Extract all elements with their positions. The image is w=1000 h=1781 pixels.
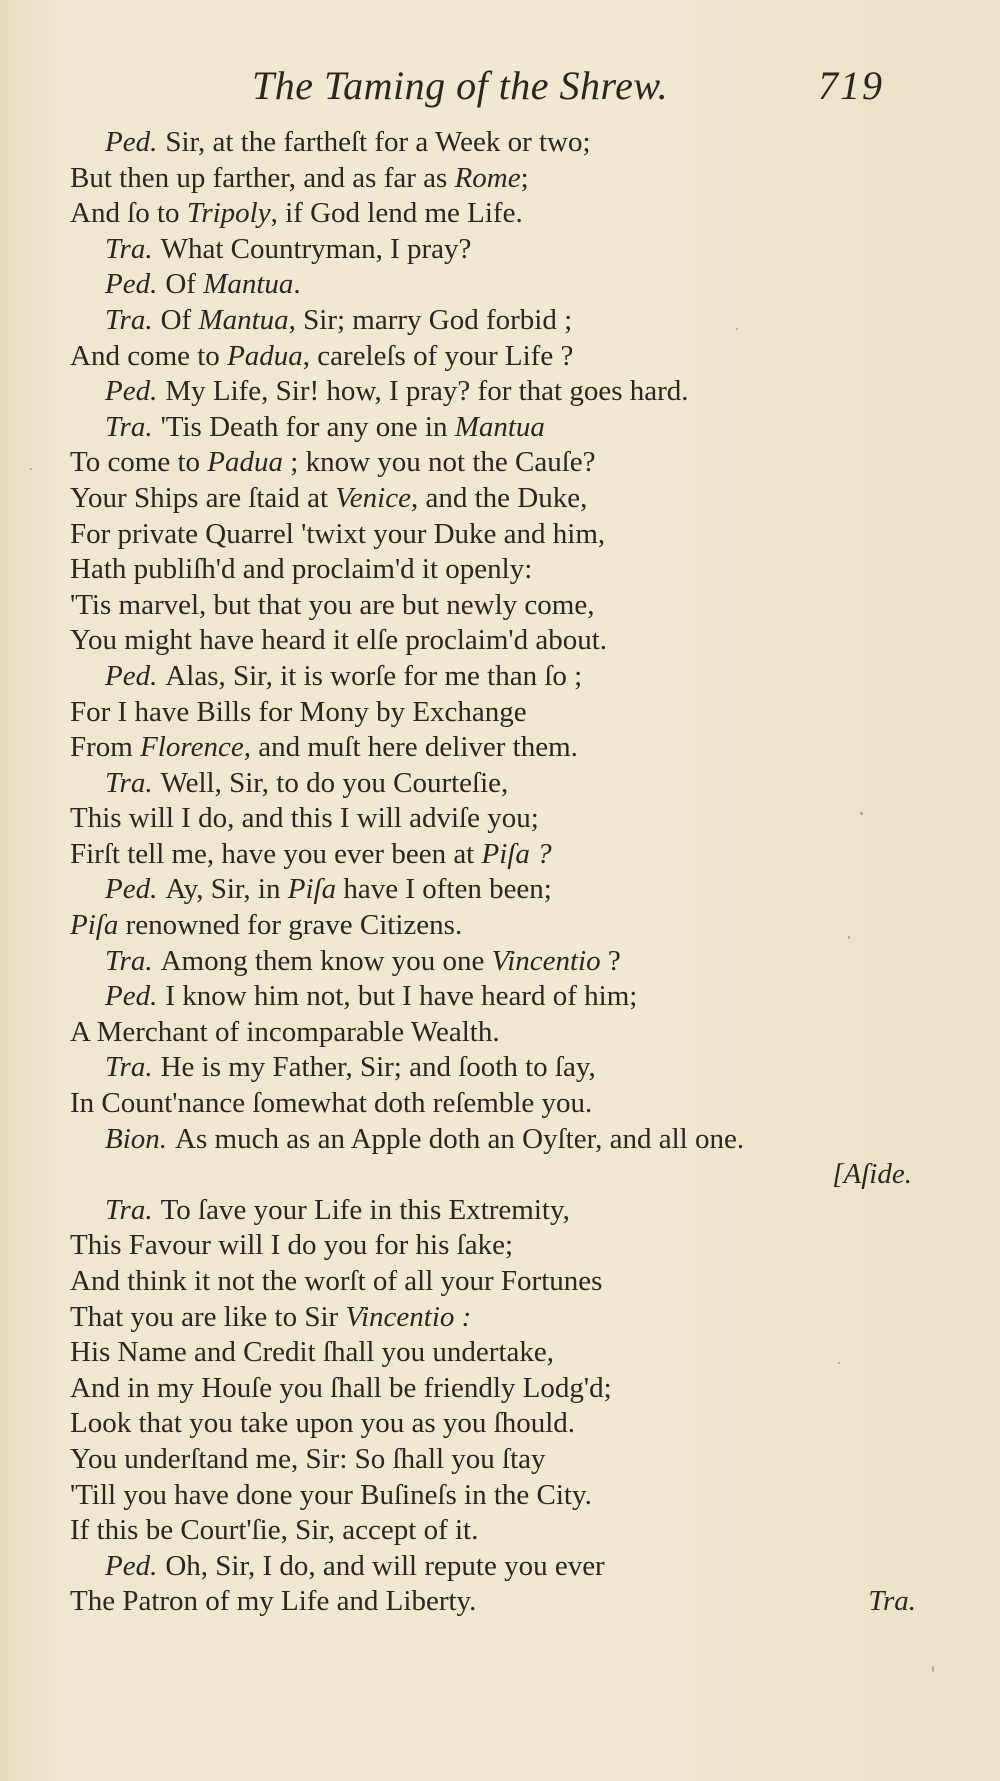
verse-line <box>70 1371 950 1407</box>
line-text: This will I do, and this I will adviſe you; <box>70 802 539 835</box>
line-text: ? <box>600 944 621 977</box>
verse-line <box>70 1015 950 1051</box>
verse-line <box>70 517 950 553</box>
line-text: Ay, Sir, in <box>165 873 288 906</box>
line-text: In Count'nance ſomewhat doth reſemble you. <box>70 1087 593 1120</box>
line-text: have I often been; <box>336 873 552 906</box>
line-text: ; <box>520 161 529 194</box>
verse-line <box>70 1513 950 1549</box>
line-text: And come to <box>70 339 228 372</box>
italic-text: [Aſide. <box>832 1158 912 1191</box>
line-text: , careleſs of your Life ? <box>302 339 574 372</box>
verse-line <box>70 979 950 1015</box>
line-text: And ſo to <box>70 197 187 230</box>
speaker-name: Ped. <box>105 268 158 301</box>
verse-line <box>70 695 950 731</box>
catchword: Tra. <box>868 1585 916 1618</box>
italic-text: Mantua <box>198 303 289 336</box>
line-text: 'Tis marvel, but that you are but newly come, <box>70 588 595 621</box>
italic-text: Piſa <box>70 909 119 942</box>
speaker-name: Ped. <box>105 873 158 906</box>
running-head <box>0 62 1000 112</box>
speaker-name: Ped. <box>105 1549 158 1582</box>
line-text: Look that you take upon you as you ſhould. <box>70 1407 576 1440</box>
verse-line <box>70 267 950 303</box>
speaker-name: Ped. <box>105 126 158 158</box>
line-text: Your Ships are ſtaid at <box>70 481 336 514</box>
italic-text: Mantua <box>454 410 545 443</box>
verse-line <box>70 588 950 624</box>
line-text: Of <box>165 268 204 301</box>
running-title: The Taming of the Shrew. <box>252 63 669 108</box>
speaker-name: Bion. <box>105 1122 168 1155</box>
line-text: That you are like to Sir <box>70 1300 346 1333</box>
italic-text: Padua <box>207 446 284 479</box>
verse-line <box>70 232 950 268</box>
line-text: But then up farther, and as far as <box>70 161 455 194</box>
italic-text: Rome <box>454 161 521 194</box>
line-text: What Countryman, I pray? <box>160 232 472 265</box>
speaker-name: Tra. <box>105 303 153 336</box>
verse-line <box>70 410 950 446</box>
verse-line <box>70 161 950 197</box>
line-text: ; know you not the Cauſe? <box>283 446 596 479</box>
verse-line <box>70 1549 950 1585</box>
verse-line <box>70 1193 950 1229</box>
verse-line <box>70 1335 950 1371</box>
verse-line <box>70 303 950 339</box>
speaker-name: Ped. <box>105 980 158 1013</box>
line-text: renowned for grave Citizens. <box>118 909 463 942</box>
verse-line <box>70 944 950 980</box>
verse-line <box>70 1300 950 1336</box>
verse-line <box>70 1264 950 1300</box>
verse-line <box>70 837 950 873</box>
line-text: , and the Duke, <box>410 481 588 514</box>
line-text: You might have heard it elſe proclaim'd about. <box>70 624 608 657</box>
verse-line <box>70 1584 950 1620</box>
line-text: This Favour will I do you for his ſake; <box>70 1229 514 1262</box>
italic-text: Piſa <box>287 873 337 906</box>
verse-line <box>70 801 950 837</box>
line-text: Sir, at the fartheſt for a Week or two; <box>165 126 591 158</box>
line-text: and muſt here deliver them. <box>250 731 578 764</box>
page-number: 719 <box>818 63 884 108</box>
line-text: My Life, Sir! how, I pray? for that goes hard. <box>165 375 689 408</box>
verse-line <box>70 339 950 375</box>
line-text: Among them know you one <box>160 944 492 977</box>
verse-line <box>70 1086 950 1122</box>
verse-line <box>70 1050 950 1086</box>
line-text: And in my Houſe you ſhall be friendly Lodg'd; <box>70 1371 612 1404</box>
verse-line <box>70 766 950 802</box>
verse-line <box>70 125 950 161</box>
verse-line <box>70 623 950 659</box>
speaker-name: Ped. <box>105 659 158 692</box>
italic-text: Padua <box>227 339 303 372</box>
line-text: A Merchant of incomparable Wealth. <box>70 1015 500 1048</box>
verse-line <box>70 1228 950 1264</box>
line-text: Alas, Sir, it is worſe for me than ſo ; <box>165 659 583 692</box>
verse-line <box>70 1442 950 1478</box>
speaker-name: Tra. <box>105 232 153 265</box>
line-text: Of <box>160 303 199 336</box>
line-text: To ſave your Life in this Extremity, <box>160 1193 570 1226</box>
verse-line <box>70 659 950 695</box>
verse-line <box>70 1478 950 1514</box>
verse-line <box>70 730 950 766</box>
line-text: Oh, Sir, I do, and will repute you ever <box>165 1549 605 1582</box>
line-text: He is my Father, Sir; and ſooth to ſay, <box>160 1051 596 1084</box>
italic-text: Florence, <box>140 731 251 764</box>
verse-line <box>70 552 950 588</box>
line-text: As much as an Apple doth an Oyſter, and all one. <box>175 1122 745 1155</box>
line-text: If this be Court'ſie, Sir, accept of it. <box>70 1514 479 1547</box>
verse-line <box>70 481 950 517</box>
speaker-name: Tra. <box>105 1193 153 1226</box>
verse-line <box>70 374 950 410</box>
line-text: , Sir; marry God forbid ; <box>288 303 573 336</box>
line-text: 'Tis Death for any one in <box>160 410 455 443</box>
speaker-name: Tra. <box>105 944 153 977</box>
speaker-name: Ped. <box>105 375 158 408</box>
line-text: I know him not, but I have heard of him; <box>165 980 638 1013</box>
italic-text: Tripoly <box>186 197 271 230</box>
verse-line <box>70 196 950 232</box>
italic-text: Vincentio : <box>345 1300 472 1333</box>
line-text: His Name and Credit ſhall you undertake, <box>70 1336 555 1369</box>
line-text: From <box>70 731 141 764</box>
line-text: 'Till you have done your Buſineſs in the City. <box>70 1478 592 1511</box>
line-text: , if God lend me Life. <box>270 197 523 230</box>
italic-text: Vincentio <box>491 944 601 977</box>
italic-text: Mantua <box>203 268 294 301</box>
line-text: You underſtand me, Sir: So ſhall you ſtay <box>70 1442 546 1475</box>
line-text: Hath publiſh'd and proclaim'd it openly: <box>70 553 533 586</box>
line-text: Well, Sir, to do you Courteſie, <box>160 766 509 799</box>
verse-line <box>70 1122 950 1158</box>
stage-direction <box>70 1157 950 1193</box>
line-text: Firſt tell me, have you ever been at <box>70 837 482 870</box>
line-text: And think it not the worſt of all your Fortunes <box>70 1265 603 1297</box>
play-text <box>70 125 950 1620</box>
speaker-name: Tra. <box>105 410 153 443</box>
line-text: For private Quarrel 'twixt your Duke and him, <box>70 517 606 550</box>
verse-line <box>70 872 950 908</box>
italic-text: Piſa ? <box>481 837 552 870</box>
line-text: The Patron of my Life and Liberty. <box>70 1585 477 1618</box>
line-text: To come to <box>70 446 208 479</box>
verse-line <box>70 445 950 481</box>
line-text: . <box>293 268 301 301</box>
verse-line <box>70 1406 950 1442</box>
verse-line <box>70 908 950 944</box>
line-text: For I have Bills for Mony by Exchange <box>70 695 527 728</box>
speaker-name: Tra. <box>105 1051 153 1084</box>
speaker-name: Tra. <box>105 766 153 799</box>
italic-text: Venice <box>335 481 411 514</box>
